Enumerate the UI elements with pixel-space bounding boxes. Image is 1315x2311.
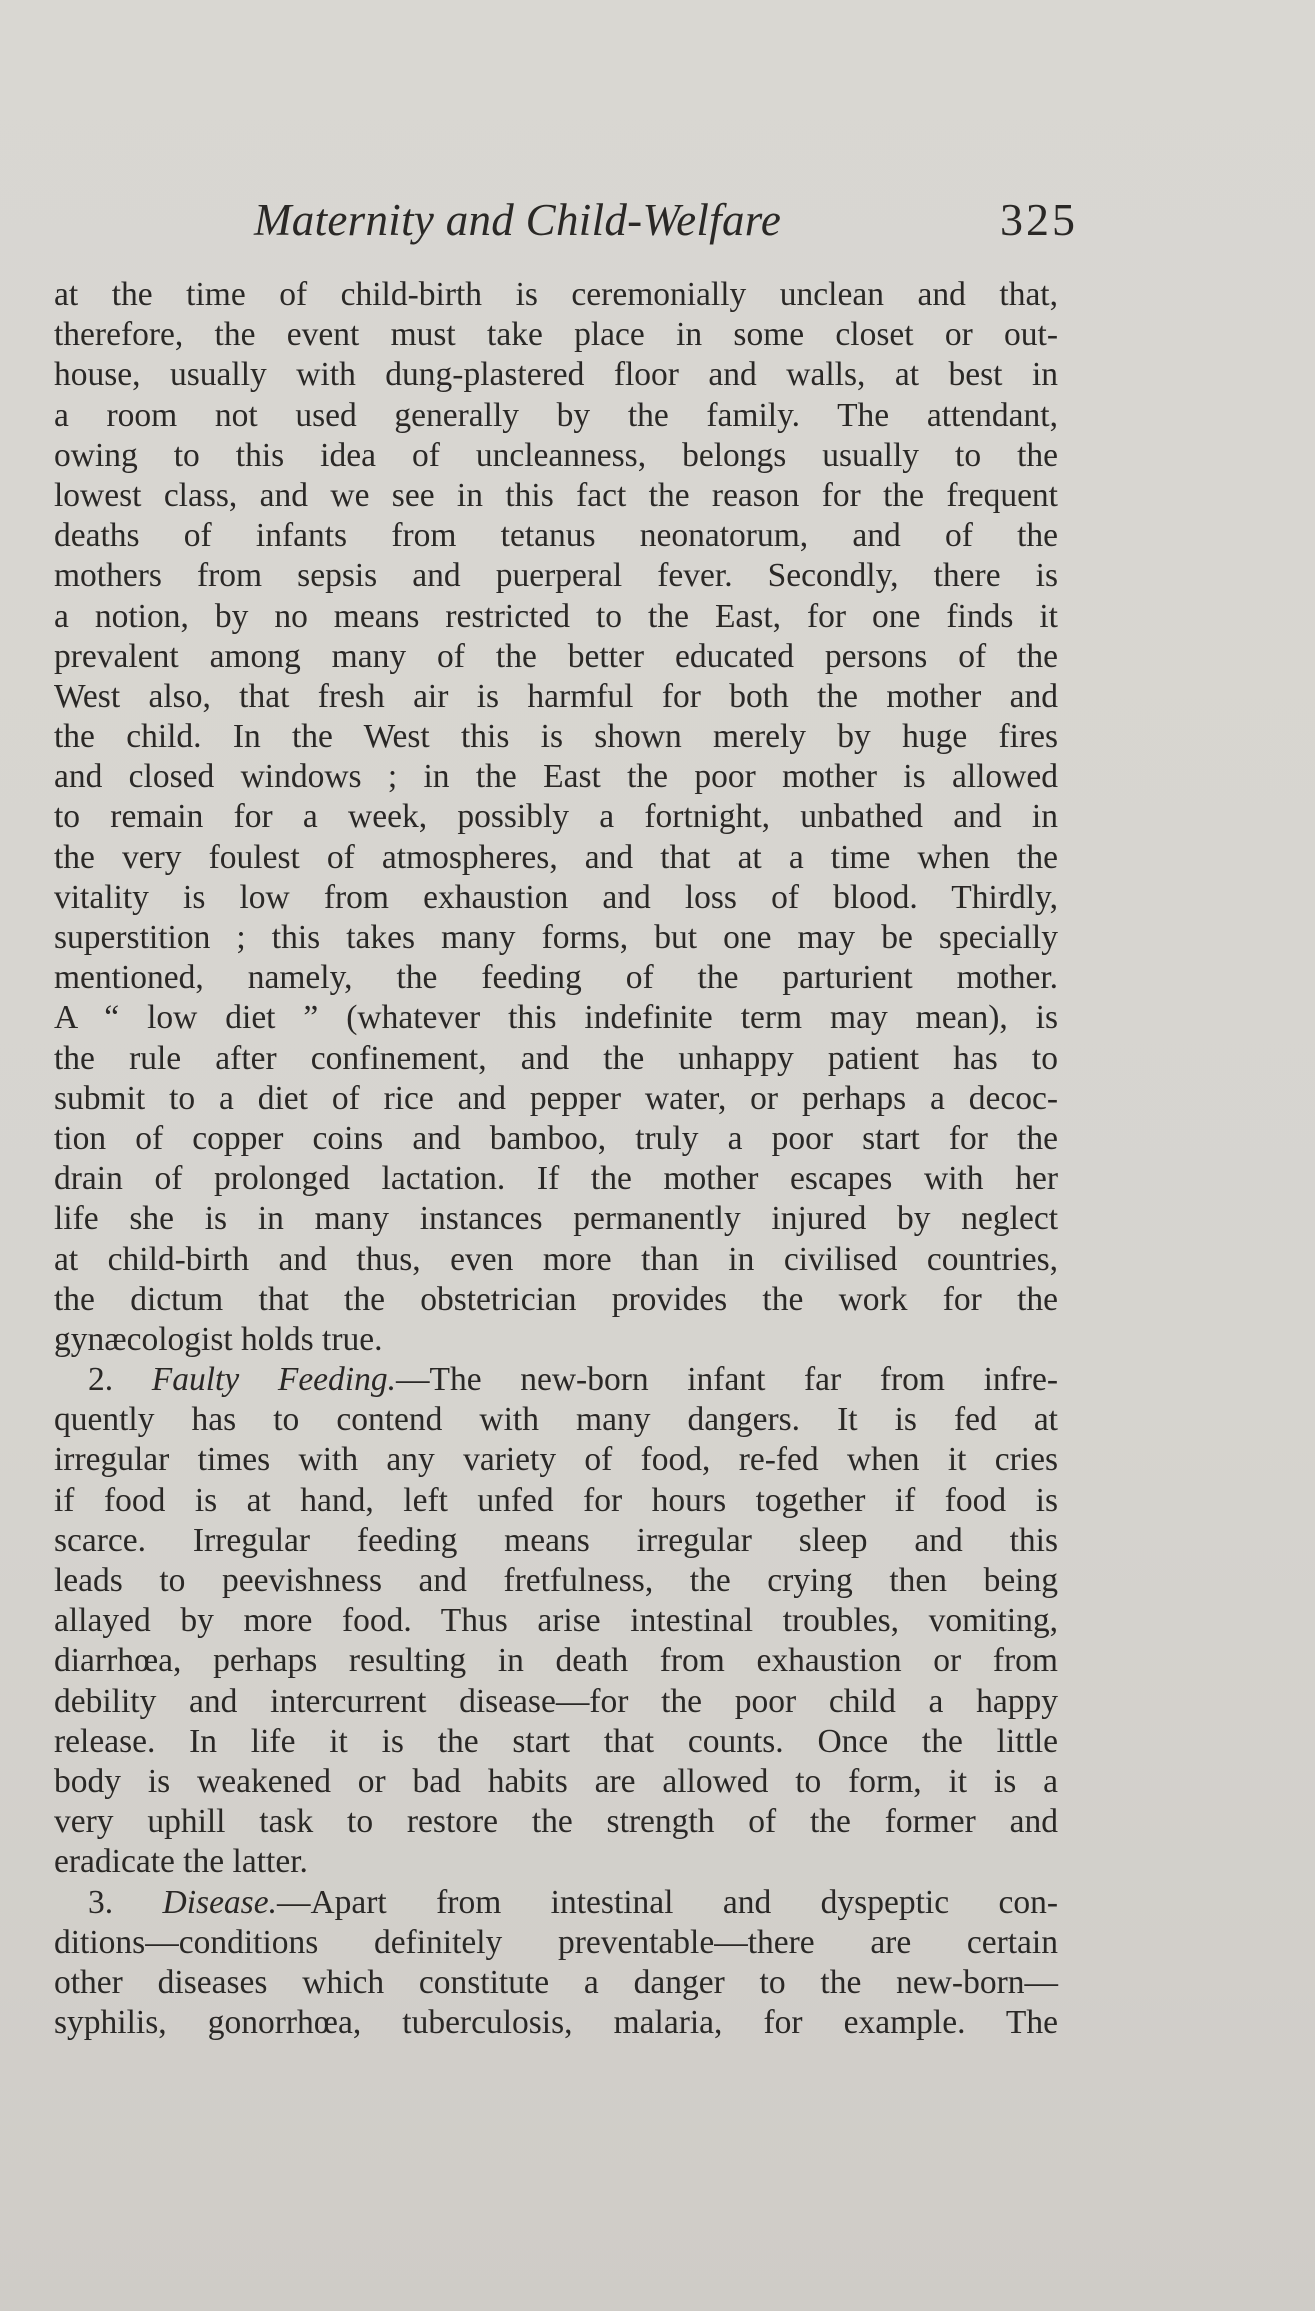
body-text <box>54 275 1058 2043</box>
page-header <box>54 190 1078 260</box>
text-line: owing to this idea of uncleanness, belongs usually to the <box>54 436 1058 474</box>
text-line: if food is at hand, left unfed for hours together if food is <box>54 1481 1058 1519</box>
text-line: vitality is low from exhaustion and loss of blood. Thirdly, <box>54 878 1058 916</box>
text-line: irregular times with any variety of food, re-fed when it cries <box>54 1441 1058 1479</box>
paragraph-1 <box>54 275 1058 1360</box>
text-line: the very foulest of atmospheres, and that at a time when the <box>54 838 1058 876</box>
text-line: tion of copper coins and bamboo, truly a poor start for the <box>54 1119 1058 1157</box>
text-line: debility and intercurrent disease—for the poor child a happy <box>54 1682 1058 1720</box>
text-line: submit to a diet of rice and pepper water, or perhaps a decoc- <box>54 1079 1058 1117</box>
section-faulty-feeding <box>54 1360 1058 1882</box>
text-line: at child-birth and thus, even more than in civilised countries, <box>54 1240 1058 1278</box>
running-title: Maternity and Child-Welfare <box>254 195 782 245</box>
text-line: allayed by more food. Thus arise intestinal troubles, vomiting, <box>54 1602 1058 1640</box>
text-line: A “ low diet ” (whatever this indefinite term may mean), is <box>54 999 1058 1037</box>
text-line: to remain for a week, possibly a fortnight, unbathed and in <box>54 798 1058 836</box>
text-line: diarrhœa, perhaps resulting in death from exhaustion or from <box>54 1642 1058 1680</box>
text-line: West also, that fresh air is harmful for both the mother and <box>54 677 1058 715</box>
section-first-line-text: —The new-born infant far from infre- <box>396 1361 1058 1399</box>
text-line: syphilis, gonorrhœa, tuberculosis, malaria, for example. The <box>54 2004 1058 2042</box>
text-line: mentioned, namely, the feeding of the parturient mother. <box>54 959 1058 997</box>
text-line: leads to peevishness and fretfulness, the crying then being <box>54 1562 1058 1599</box>
text-line: release. In life it is the start that counts. Once the little <box>54 1722 1058 1760</box>
text-line: body is weakened or bad habits are allowed to form, it is a <box>54 1762 1058 1800</box>
text-line: deaths of infants from tetanus neonatorum, and of the <box>54 517 1058 555</box>
text-line: the dictum that the obstetrician provides the work for the <box>54 1280 1058 1318</box>
text-line: the rule after confinement, and the unhappy patient has to <box>54 1039 1058 1077</box>
section-heading: Disease. <box>162 1883 277 1921</box>
text-line: a room not used generally by the family. The attendant, <box>54 396 1058 434</box>
text-line: drain of prolonged lactation. If the mother escapes with her <box>54 1160 1058 1198</box>
text-line: ditions—conditions definitely preventable—there are certain <box>54 1923 1058 1961</box>
text-line: the child. In the West this is shown merely by huge fires <box>54 718 1058 756</box>
text-line: other diseases which constitute a danger to the new-born— <box>54 1963 1058 2001</box>
section-first-line-text: —Apart from intestinal and dyspeptic con- <box>276 1883 1058 1921</box>
text-line: life she is in many instances permanently injured by neglect <box>54 1200 1058 1238</box>
text-line: superstition ; this takes many forms, but one may be specially <box>54 919 1058 956</box>
text-line: mothers from sepsis and puerperal fever. Secondly, there is <box>54 557 1058 595</box>
text-line: very uphill task to restore the strength of the former and <box>54 1803 1058 1841</box>
page-number: 325 <box>1000 194 1078 245</box>
text-line: therefore, the event must take place in some closet or out- <box>54 316 1058 354</box>
section-number: 3. <box>88 1883 114 1921</box>
section-first-line <box>54 1360 1058 1400</box>
section-first-line <box>54 1883 1058 1923</box>
text-line: a notion, by no means restricted to the East, for one finds it <box>54 597 1058 635</box>
text-line: prevalent among many of the better educated persons of the <box>54 637 1058 675</box>
section-disease <box>54 1883 1058 2044</box>
text-line: lowest class, and we see in this fact the reason for the frequent <box>54 476 1058 514</box>
text-line: quently has to contend with many dangers. It is fed at <box>54 1401 1058 1439</box>
text-line: house, usually with dung-plastered floor and walls, at best in <box>54 356 1058 394</box>
text-line: scarce. Irregular feeding means irregular sleep and this <box>54 1521 1058 1559</box>
text-line: and closed windows ; in the East the poor mother is allowed <box>54 758 1058 796</box>
section-heading: Faulty Feeding. <box>151 1361 396 1399</box>
section-number: 2. <box>88 1361 114 1399</box>
text-line: gynæcologist holds true. <box>54 1320 383 1358</box>
text-line: at the time of child-birth is ceremonially unclean and that, <box>54 276 1058 313</box>
text-line: eradicate the latter. <box>54 1843 308 1881</box>
